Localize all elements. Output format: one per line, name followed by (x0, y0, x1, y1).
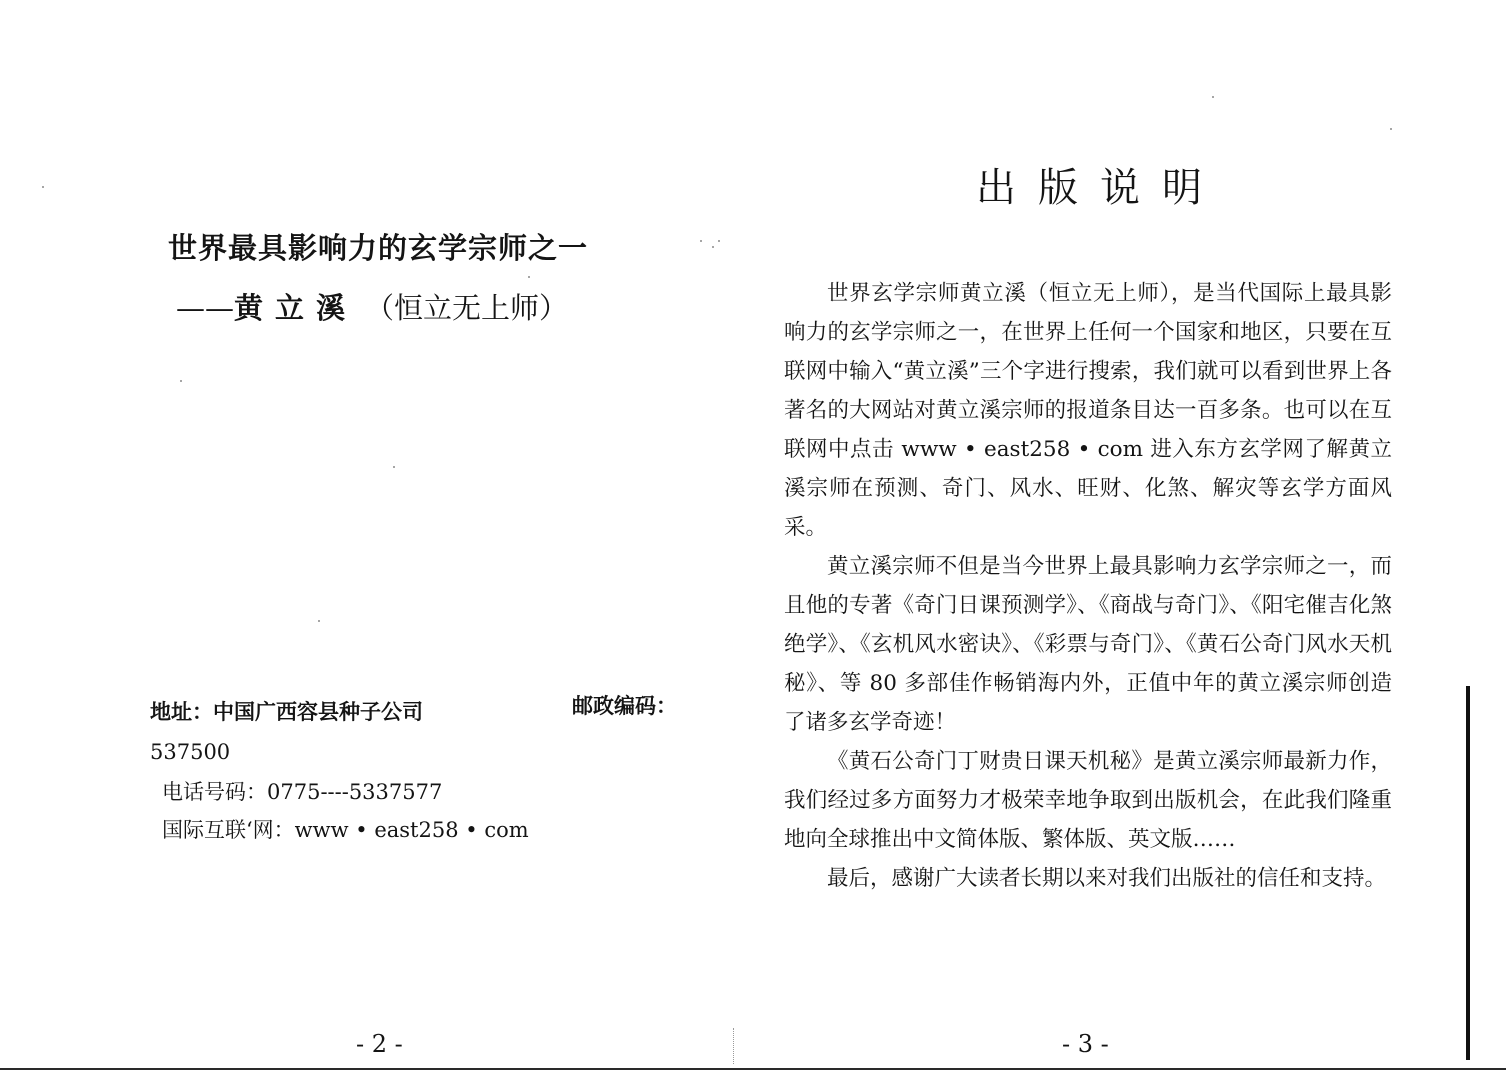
address: 地址：中国广西容县种子公司 (150, 700, 423, 724)
page-number-left: - 2 - (356, 1030, 403, 1058)
scan-speck (718, 240, 720, 242)
website: 国际互联‘网：www • east258 • com (162, 818, 529, 842)
postal-code-value: 537500 (150, 740, 231, 764)
subtitle-dash: —— (176, 291, 234, 325)
bottom-scan-edge (0, 1068, 1506, 1070)
scan-speck (712, 246, 714, 248)
page-edge-shadow (1466, 686, 1470, 1060)
author-name: 黄立溪 (234, 291, 358, 325)
scan-speck (180, 380, 182, 382)
publication-note-body (784, 274, 1392, 898)
body-paragraph: 黄立溪宗师不但是当今世界上最具影响力玄学宗师之一，而且他的专著《奇门日课预测学》、《商战与奇门》、《阳宅催吉化煞绝学》、《玄机风水密诀》、《彩票与奇门》、《黄石公奇门风水天机秘》、等 80 多部佳作畅销海内外，正值中年的黄立溪宗师创造了诸多玄学奇迹！ (784, 554, 1392, 735)
scan-speck (1212, 96, 1214, 98)
gutter-divider (733, 1028, 735, 1064)
scan-speck (1390, 128, 1392, 130)
right-page-heading: 出版说明 (976, 165, 1224, 211)
scan-speck (393, 466, 395, 468)
page-number-right: - 3 - (1062, 1030, 1109, 1058)
left-page-subtitle (176, 286, 568, 327)
left-page (0, 0, 736, 1073)
scan-speck (528, 276, 530, 278)
author-alias: （恒立无上师） (365, 291, 569, 325)
body-paragraph: 最后，感谢广大读者长期以来对我们出版社的信任和支持。 (827, 866, 1387, 891)
phone-number: 电话号码：0775----5337577 (162, 780, 443, 804)
left-page-title: 世界最具影响力的玄学宗师之一 (168, 231, 589, 265)
body-paragraph: 世界玄学宗师黄立溪（恒立无上师），是当代国际上最具影响力的玄学宗师之一，在世界上任何一个国家和地区，只要在互联网中输入“黄立溪”三个字进行搜索，我们就可以看到世界上各著名的大网站对黄立溪宗师的报道条目达一百多条。也可以在互联网中点击 www • east258 • com 进入东方玄学网了解黄立溪宗师在预测、奇门、风水、旺财、化煞、解灾等玄学方面风采。 (784, 281, 1392, 540)
body-paragraph: 《黄石公奇门丁财贵日课天机秘》是黄立溪宗师最新力作，我们经过多方面努力才极荣幸地争取到出版机会，在此我们隆重地向全球推出中文简体版、繁体版、英文版…… (784, 749, 1392, 852)
scan-speck (318, 620, 320, 622)
scan-speck (700, 240, 702, 242)
postal-code-label: 邮政编码： (572, 694, 677, 718)
scan-speck (42, 186, 44, 188)
